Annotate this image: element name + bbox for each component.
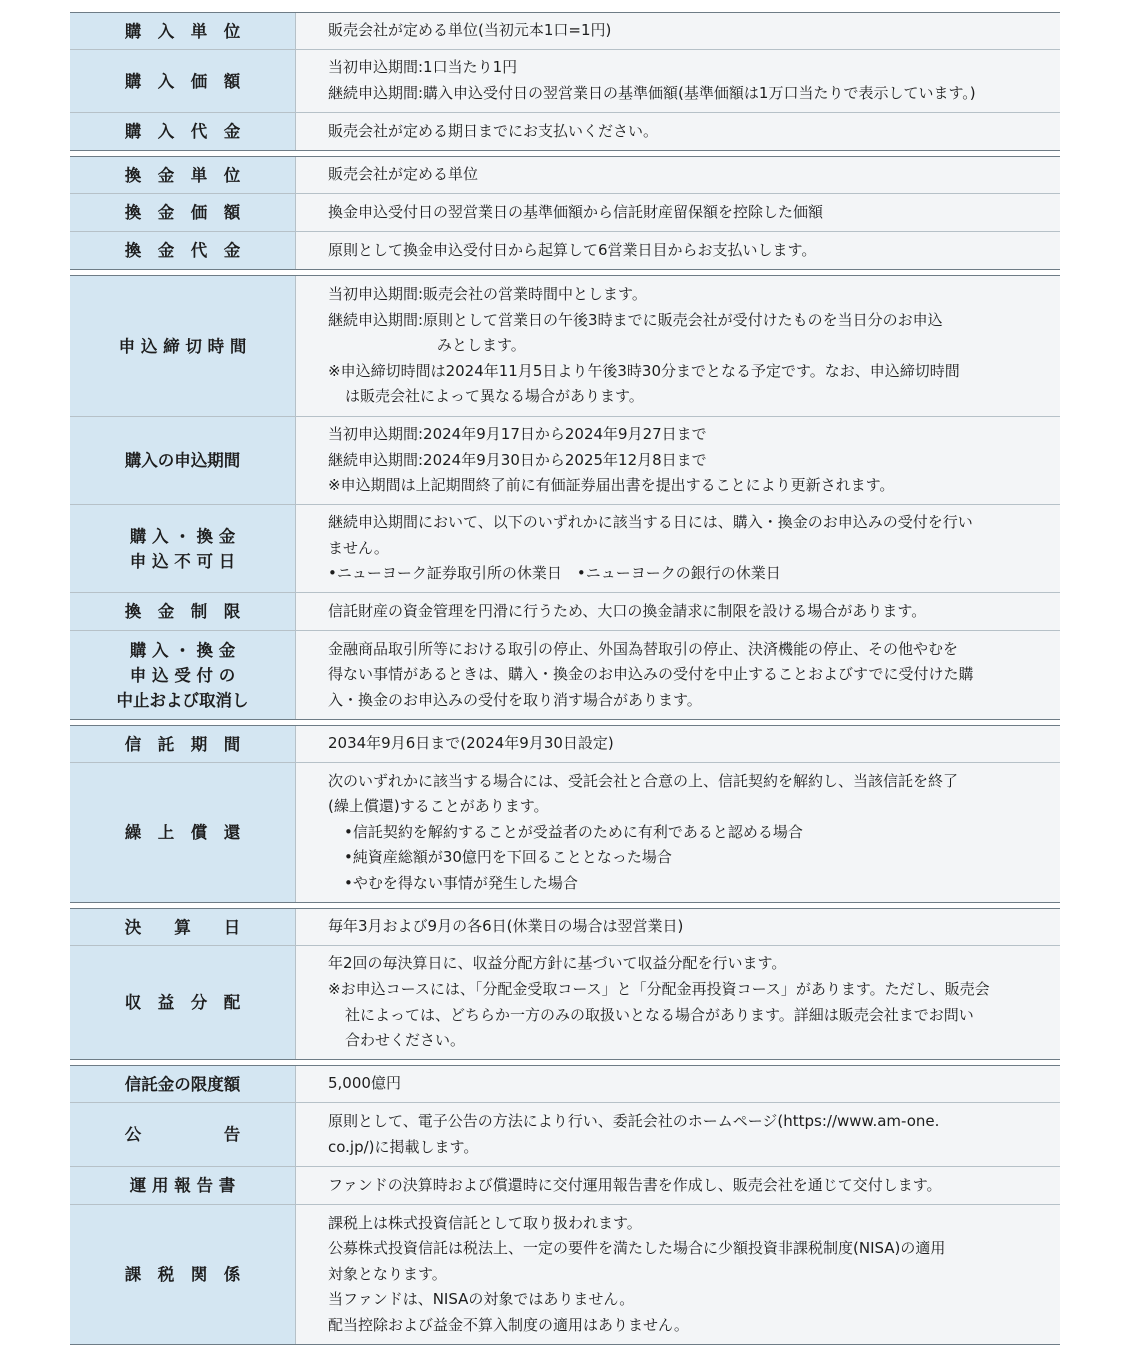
row-value [296, 50, 1060, 112]
row-label [70, 417, 296, 504]
row-value-line: 継続申込期間:原則として営業日の午後3時までに販売会社が受付けたものを当日分のお申込 [328, 310, 943, 329]
row-label [70, 946, 296, 1059]
row-value-line: 合わせください。 [345, 1031, 466, 1050]
row-value [296, 276, 1060, 416]
row-value-line: 当初申込期間:2024年9月17日から2024年9月27日まで [328, 425, 707, 444]
row-value-line: •やむを得ない事情が発生した場合 [344, 873, 578, 892]
row-value-line: co.jp/)に掲載します。 [328, 1137, 479, 1156]
row-label-line: 購入の申込期間 [124, 451, 241, 470]
row-label-line: 申 込 締 切 時 間 [118, 336, 247, 356]
row-value [296, 232, 1060, 269]
row-label [70, 1066, 296, 1102]
row-label [70, 505, 296, 592]
row-value [296, 946, 1060, 1059]
table-row [70, 592, 1060, 630]
row-value-line: 信託財産の資金管理を円滑に行うため、大口の換金請求に制限を設ける場合があります。 [328, 601, 927, 620]
row-label-line: 収 益 分 配 [124, 993, 241, 1012]
row-label [70, 631, 296, 719]
table-row [70, 157, 1060, 193]
section-group [70, 908, 1060, 1060]
row-value-line: ません。 [328, 538, 389, 557]
row-value-line: 5,000億円 [328, 1074, 401, 1093]
row-label-line: 申 込 不 可 日 [129, 551, 236, 571]
section-group [70, 12, 1060, 151]
row-label-line: 運 用 報 告 書 [129, 1176, 236, 1195]
row-value-line: 販売会社が定める単位 [328, 165, 479, 184]
row-value [296, 1066, 1060, 1102]
row-label-line: 購 入 ・ 換 金 [129, 526, 236, 546]
row-value-line: 継続申込期間:2024年9月30日から2025年12月8日まで [328, 450, 707, 469]
row-value-line: 金融商品取引所等における取引の停止、外国為替取引の停止、決済機能の停止、その他やむを [328, 639, 959, 658]
row-label [70, 157, 296, 193]
row-label [70, 763, 296, 902]
row-value [296, 909, 1060, 945]
row-value-line: 入・換金のお申込みの受付を取り消す場合があります。 [328, 690, 702, 709]
table-row [70, 193, 1060, 231]
row-value [296, 726, 1060, 762]
row-value-line: 2034年9月6日まで(2024年9月30日設定) [328, 734, 614, 753]
section-group [70, 156, 1060, 270]
row-value-line: 配当控除および益金不算入制度の適用はありません。 [328, 1315, 689, 1334]
row-label-line: 換 金 価 額 [124, 203, 241, 222]
table-row [70, 1166, 1060, 1204]
row-label-line: 繰 上 償 還 [124, 823, 241, 842]
row-label-line: 決 算 日 [124, 917, 241, 937]
row-label-line: 購 入 ・ 換 金 [129, 640, 236, 660]
table-row [70, 504, 1060, 592]
row-label-line: 中止および取消し [116, 690, 249, 710]
row-label [70, 276, 296, 416]
row-label-line: 換 金 代 金 [124, 241, 241, 260]
table-row [70, 1102, 1060, 1166]
row-value [296, 763, 1060, 902]
row-value-line: (繰上償還)することがあります。 [328, 797, 549, 816]
row-label [70, 726, 296, 762]
row-value-line: 社によっては、どちらか一方のみの取扱いとなる場合があります。詳細は販売会社までお問い [345, 1005, 974, 1024]
row-value-line: 原則として、電子公告の方法により行い、委託会社のホームページ(https://www.am-one. [328, 1111, 940, 1130]
row-value [296, 194, 1060, 231]
row-value-line: 毎年3月および9月の各6日(休業日の場合は翌営業日) [328, 917, 684, 936]
table-row [70, 416, 1060, 504]
row-value-line: 公募株式投資信託は税法上、一定の要件を満たした場合に少額投資非課税制度(NISA)の適用 [328, 1239, 946, 1258]
row-value-line: 販売会社が定める単位(当初元本1口=1円) [328, 21, 612, 40]
table-row [70, 762, 1060, 902]
table-row [70, 231, 1060, 269]
row-value-line: みとします。 [437, 336, 526, 355]
row-label-line: 信 託 期 間 [124, 734, 241, 754]
row-label-line: 課 税 関 係 [124, 1265, 241, 1284]
row-value-line: •純資産総額が30億円を下回ることとなった場合 [344, 848, 672, 867]
row-label [70, 1205, 296, 1344]
row-value [296, 417, 1060, 504]
row-value [296, 157, 1060, 193]
row-value-line: 販売会社が定める期日までにお支払いください。 [328, 121, 659, 140]
row-value-line: 原則として換金申込受付日から起算して6営業日目からお支払いします。 [328, 240, 817, 259]
row-label-line: 信託金の限度額 [124, 1074, 241, 1094]
row-value-line: •信託契約を解約することが受益者のために有利であると認める場合 [344, 822, 803, 841]
row-value-line: 得ない事情があるときは、購入・換金のお申込みの受付を中止することおよびすでに受付けた購 [328, 665, 974, 684]
table-row [70, 112, 1060, 150]
row-value-line: •ニューヨーク証券取引所の休業日 •ニューヨークの銀行の休業日 [328, 564, 781, 583]
row-value-line: 課税上は株式投資信託として取り扱われます。 [328, 1213, 642, 1232]
row-value-line: 当初申込期間:1口当たり1円 [328, 58, 518, 77]
row-label [70, 13, 296, 49]
section-group [70, 725, 1060, 903]
row-value [296, 1167, 1060, 1204]
row-value-line: 次のいずれかに該当する場合には、受託会社と合意の上、信託契約を解約し、当該信託を終了 [328, 771, 959, 790]
row-label [70, 232, 296, 269]
table-row [70, 49, 1060, 112]
row-value [296, 1205, 1060, 1344]
row-label-line: 購 入 価 額 [124, 71, 241, 91]
row-label-line: 換 金 制 限 [124, 602, 241, 621]
row-value [296, 113, 1060, 150]
fund-terms-table [70, 12, 1060, 1345]
table-row [70, 630, 1060, 719]
table-row [70, 276, 1060, 416]
row-label [70, 1167, 296, 1204]
row-label-line: 購 入 代 金 [124, 122, 241, 141]
row-value-line: ※申込締切時間は2024年11月5日より午後3時30分までとなる予定です。なお、申込締切時間 [328, 361, 960, 380]
row-value-line: ※お申込コースには、「分配金受取コース」と「分配金再投資コース」があります。ただし、販売会 [328, 979, 990, 998]
row-value [296, 631, 1060, 719]
table-row [70, 1066, 1060, 1102]
row-label-line: 申 込 受 付 の [129, 665, 236, 685]
row-value-line: 当初申込期間:販売会社の営業時間中とします。 [328, 285, 647, 304]
row-value-line: 対象となります。 [328, 1264, 447, 1283]
row-label [70, 1103, 296, 1166]
row-label [70, 593, 296, 630]
row-value-line: は販売会社によって異なる場合があります。 [345, 387, 644, 406]
table-row [70, 13, 1060, 49]
table-row [70, 1204, 1060, 1344]
row-value-line: 当ファンドは、NISAの対象ではありません。 [328, 1290, 635, 1309]
row-value [296, 1103, 1060, 1166]
row-value [296, 593, 1060, 630]
row-value-line: 年2回の毎決算日に、収益分配方針に基づいて収益分配を行います。 [328, 954, 787, 973]
row-label [70, 194, 296, 231]
row-label-line: 換 金 単 位 [124, 165, 241, 185]
row-value-line: ファンドの決算時および償還時に交付運用報告書を作成し、販売会社を通じて交付します。 [328, 1175, 942, 1194]
row-value-line: 換金申込受付日の翌営業日の基準価額から信託財産留保額を控除した価額 [328, 202, 824, 221]
row-label [70, 50, 296, 112]
row-value-line: 継続申込期間:購入申込受付日の翌営業日の基準価額(基準価額は1万口当たりで表示しています。) [328, 84, 976, 102]
row-value [296, 505, 1060, 592]
table-row [70, 909, 1060, 945]
section-group [70, 1065, 1060, 1345]
row-label [70, 113, 296, 150]
section-group [70, 275, 1060, 720]
table-row [70, 726, 1060, 762]
row-value-line: 継続申込期間において、以下のいずれかに該当する日には、購入・換金のお申込みの受付を行い [328, 513, 973, 532]
row-label [70, 909, 296, 945]
row-label-line: 公 告 [124, 1125, 241, 1144]
row-value-line: ※申込期間は上記期間終了前に有価証券届出書を提出することにより更新されます。 [328, 476, 895, 495]
table-row [70, 945, 1060, 1059]
row-value [296, 13, 1060, 49]
row-label-line: 購 入 単 位 [124, 21, 241, 41]
